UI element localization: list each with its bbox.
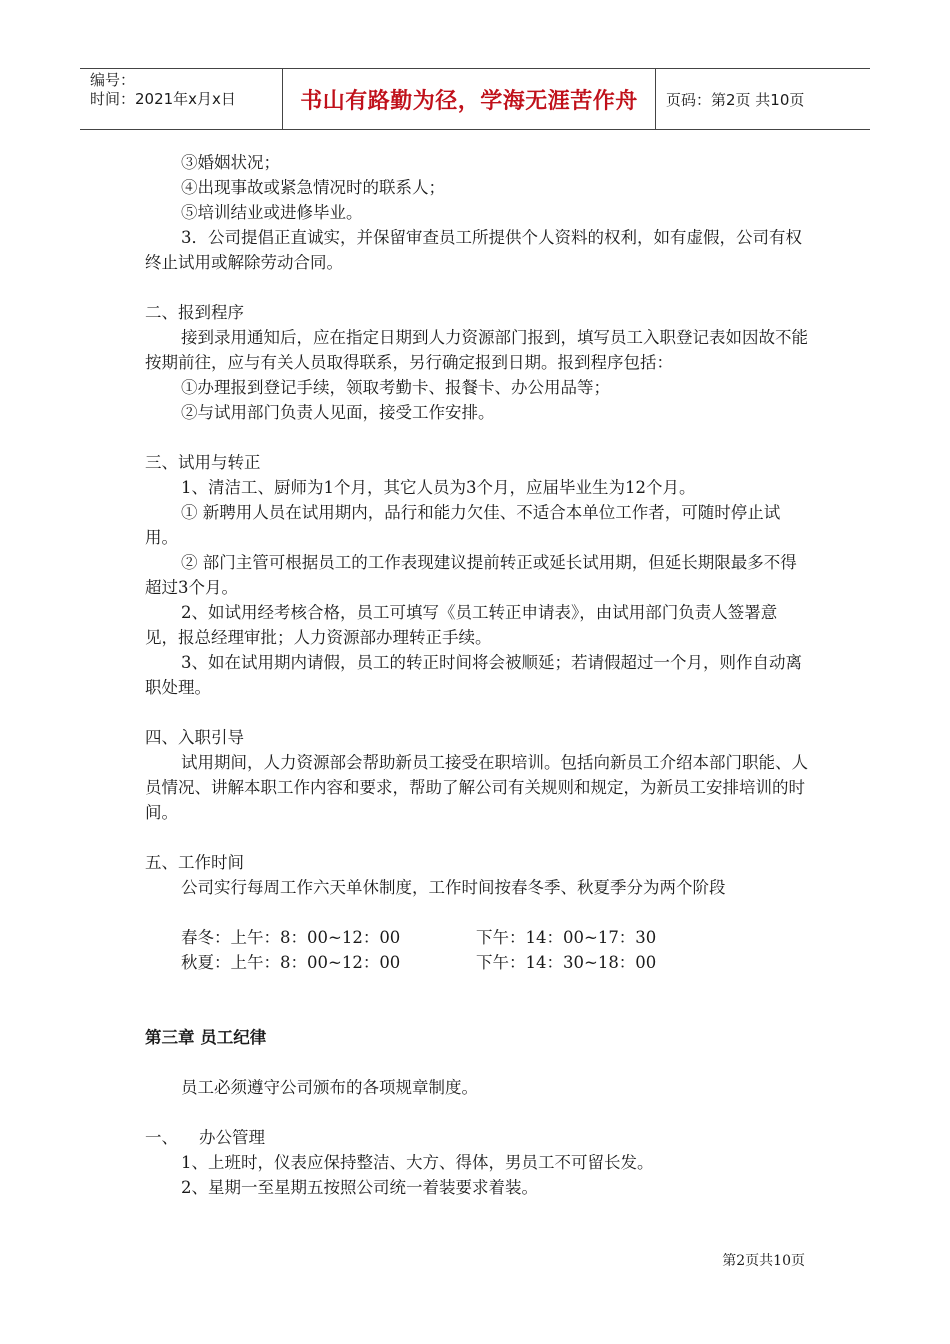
schedule-pm: 下午：14：00~17：30 (476, 928, 657, 947)
paragraph: 接到录用通知后，应在指定日期到人力资源部门报到，填写员工入职登记表如因故不能按期前往，应与有关人员取得联系，另行确定报到日期。报到程序包括： (145, 328, 808, 372)
section-heading: 四、入职引导 (145, 728, 244, 747)
section-heading: 五、工作时间 (145, 853, 244, 872)
schedule-row (145, 925, 810, 950)
paragraph: ③婚姻状况； (181, 153, 280, 172)
paragraph: ②与试用部门负责人见面，接受工作安排。 (181, 403, 495, 422)
page-header (80, 68, 870, 130)
document-body (145, 150, 810, 1200)
paragraph: 2、星期一至星期五按照公司统一着装要求着装。 (181, 1178, 538, 1197)
header-meta (80, 69, 283, 129)
code-label: 编号： (90, 71, 136, 89)
motto: 书山有路勤为径，学海无涯苦作舟 (283, 69, 656, 129)
paragraph: 1、上班时，仪表应保持整洁、大方、得体，男员工不可留长发。 (181, 1153, 654, 1172)
section-heading: 三、试用与转正 (145, 453, 261, 472)
paragraph: ① 新聘用人员在试用期内，品行和能力欠佳、不适合本单位工作者，可随时停止试用。 (145, 503, 781, 547)
schedule-am: 秋夏：上午：8：00~12：00 (181, 953, 401, 972)
paragraph: 3．公司提倡正直诚实，并保留审查员工所提供个人资料的权利，如有虚假，公司有权终止试用或解除劳动合同。 (145, 228, 802, 272)
section-heading: 二、报到程序 (145, 303, 244, 322)
paragraph: 3、如在试用期内请假，员工的转正时间将会被顺延；若请假超过一个月，则作自动离职处理。 (145, 653, 802, 697)
chapter-heading: 第三章 员工纪律 (145, 1028, 267, 1047)
section-heading: 一、 办公管理 (145, 1128, 265, 1147)
paragraph: ④出现事故或紧急情况时的联系人； (181, 178, 445, 197)
paragraph: 2、如试用经考核合格，员工可填写《员工转正申请表》，由试用部门负责人签署意见，报总经理审批；人力资源部办理转正手续。 (145, 603, 778, 647)
paragraph: 试用期间，人力资源部会帮助新员工接受在职培训。包括向新员工介绍本部门职能、人员情况、讲解本职工作内容和要求，帮助了解公司有关规则和规定，为新员工安排培训的时间。 (145, 753, 808, 822)
paragraph: 公司实行每周工作六天单休制度，工作时间按春冬季、秋夏季分为两个阶段 (181, 878, 726, 897)
page-footer: 第2页共10页 (722, 1253, 805, 1269)
schedule-am: 春冬：上午：8：00~12：00 (181, 928, 401, 947)
schedule-pm: 下午：14：30~18：00 (476, 953, 657, 972)
paragraph: ② 部门主管可根据员工的工作表现建议提前转正或延长试用期，但延长期限最多不得超过3个月。 (145, 553, 797, 597)
paragraph: 1、清洁工、厨师为1个月，其它人员为3个月，应届毕业生为12个月。 (181, 478, 696, 497)
page-label: 页码：第2页 共10页 (666, 90, 805, 109)
paragraph: ⑤培训结业或进修毕业。 (181, 203, 363, 222)
schedule-row (145, 950, 810, 975)
date-line: 时间：2021年x月x日 (90, 90, 236, 108)
paragraph: ①办理报到登记手续，领取考勤卡、报餐卡、办公用品等； (181, 378, 610, 397)
paragraph: 员工必须遵守公司颁布的各项规章制度。 (181, 1078, 478, 1097)
